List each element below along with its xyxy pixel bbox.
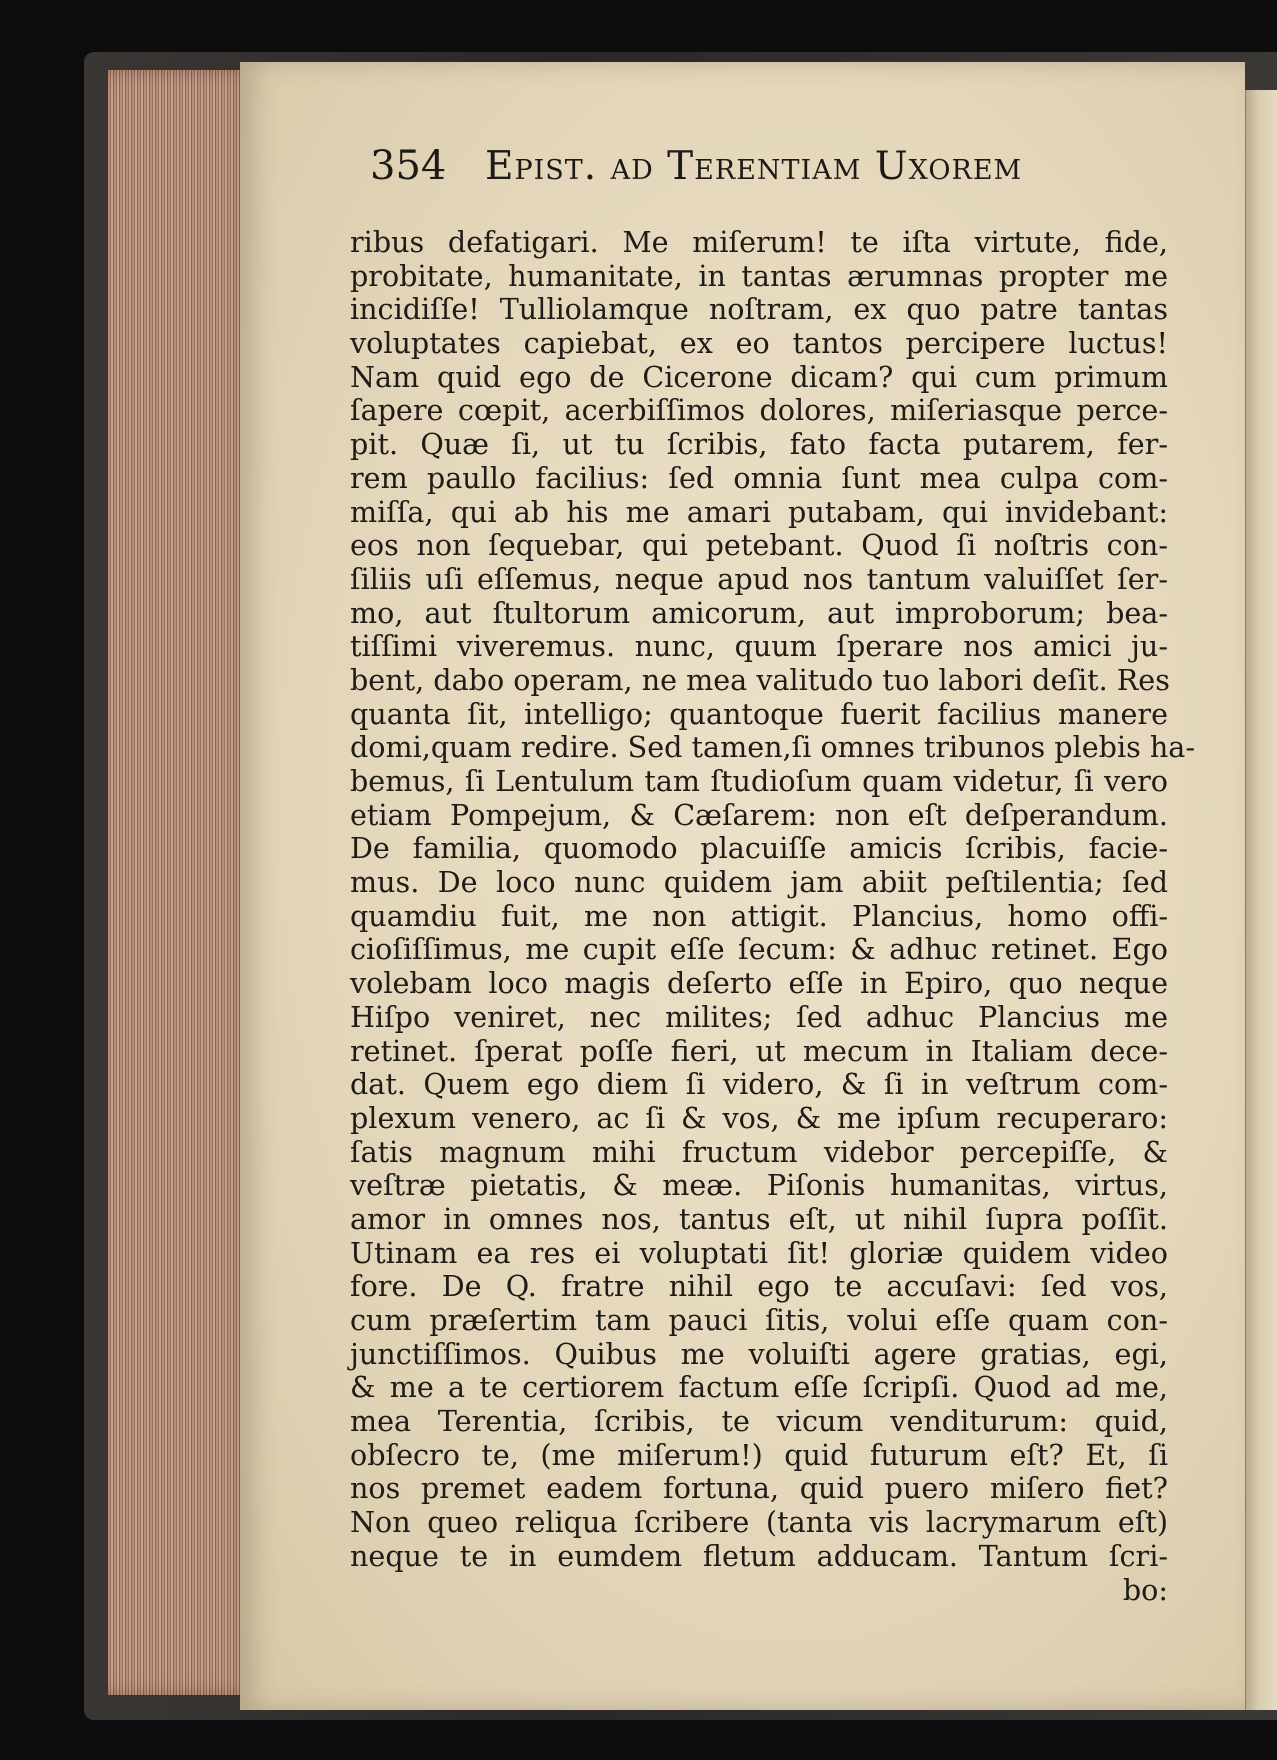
text-line: quanta ſit, intelligo; quantoque fuerit facilius manere xyxy=(350,696,1168,731)
running-head xyxy=(370,143,1140,189)
text-line: etiam Pompejum, & Cæſarem: non eſt deſperandum. xyxy=(350,797,1168,832)
text-line: cioſiſſimus, me cupit eſſe ſecum: & adhuc retinet. Ego xyxy=(350,932,1168,967)
text-line: retinet. ſperat poſſe fieri, ut mecum in Italiam dece- xyxy=(350,1033,1168,1068)
text-line: Hiſpo veniret, nec milites; ſed adhuc Plancius me xyxy=(350,999,1168,1034)
text-line: bent, dabo operam, ne mea valitudo tuo labori deſit. Res xyxy=(350,662,1170,697)
text-line: fore. De Q. fratre nihil ego te accuſavi: ſed vos, xyxy=(350,1269,1168,1304)
text-line: voluptates capiebat, ex eo tantos percipere luctus! xyxy=(350,326,1168,361)
page-number: 354 xyxy=(370,143,447,189)
text-line: dat. Quem ego diem ſi videro, & ſi in veſtrum com- xyxy=(350,1067,1168,1102)
text-line: eos non ſequebar, qui petebant. Quod ſi noſtris con- xyxy=(350,528,1168,563)
text-line: domi,quam redire. Sed tamen,ſi omnes tribunos plebis ha- xyxy=(350,730,1195,765)
text-line: ſatis magnum mihi fructum videbor percepiſſe, & xyxy=(350,1134,1168,1169)
text-line: ſiliis uſi eſſemus, neque apud nos tantum valuiſſet ſer- xyxy=(350,561,1168,596)
text-line: quamdiu fuit, me non attigit. Plancius, homo offi- xyxy=(350,898,1168,933)
page-edges xyxy=(108,70,258,1695)
text-line: Non queo reliqua ſcribere (tanta vis lacrymarum eſt) xyxy=(350,1505,1168,1540)
text-line: rem paullo facilius: ſed omnia ſunt mea culpa com- xyxy=(350,460,1168,495)
text-line: tiſſimi viveremus. nunc, quum ſperare nos amici ju- xyxy=(350,629,1168,664)
text-line: neque te in eumdem fletum adducam. Tantum ſcri- xyxy=(350,1538,1168,1573)
text-line: amor in omnes nos, tantus eſt, ut nihil ſupra poſſit. xyxy=(350,1201,1168,1236)
text-line: veſtræ pietatis, & meæ. Piſonis humanitas, virtus, xyxy=(350,1168,1168,1203)
right-page-edge xyxy=(1245,90,1277,1710)
text-line: nos premet eadem fortuna, quid puero miſero fiet? xyxy=(350,1471,1168,1506)
text-line: obſecro te, (me miſerum!) quid futurum eſt? Et, ſi xyxy=(350,1437,1168,1472)
text-line: Nam quid ego de Cicerone dicam? qui cum primum xyxy=(350,359,1168,394)
text-line: plexum venero, ac ſi & vos, & me ipſum recuperaro: xyxy=(350,1100,1168,1135)
text-line: De familia, quomodo placuiſſe amicis ſcribis, facie- xyxy=(350,831,1168,866)
text-line: probitate, humanitate, in tantas ærumnas propter me xyxy=(350,258,1168,293)
text-line: bo: xyxy=(1122,1572,1168,1607)
text-line: miſſa, qui ab his me amari putabam, qui invidebant: xyxy=(350,494,1168,529)
text-line: ribus defatigari. Me miſerum! te iſta virtute, fide, xyxy=(350,225,1168,259)
running-title: Epist. ad Terentiam Uxorem xyxy=(485,144,1023,189)
text-line: cum præſertim tam pauci ſitis, volui eſſe quam con- xyxy=(350,1303,1168,1337)
text-line: mo, aut ſtultorum amicorum, aut improborum; bea- xyxy=(350,595,1168,630)
text-line: mus. De loco nunc quidem jam abiit peſtilentia; ſed xyxy=(350,865,1168,900)
text-line: volebam loco magis deſerto eſſe in Epiro, quo neque xyxy=(350,966,1168,1001)
text-line: Utinam ea res ei voluptati ſit! gloriæ quidem video xyxy=(350,1235,1168,1270)
text-line: mea Terentia, ſcribis, te vicum venditurum: quid, xyxy=(350,1404,1168,1439)
text-line: & me a te certiorem factum eſſe ſcripſi. Quod ad me, xyxy=(350,1370,1168,1405)
text-line: incidiſſe! Tulliolamque noſtram, ex quo patre tantas xyxy=(350,292,1168,327)
text-line: junctiſſimos. Quibus me voluiſti agere gratias, egi, xyxy=(350,1336,1168,1371)
text-line: ſapere cœpit, acerbiſſimos dolores, miſeriasque perce- xyxy=(350,393,1168,428)
text-line: bemus, ſi Lentulum tam ſtudioſum quam videtur, ſi vero xyxy=(350,764,1168,798)
text-line: pit. Quæ ſi, ut tu ſcribis, fato facta putarem, fer- xyxy=(350,427,1168,462)
body-text xyxy=(350,225,1195,1607)
